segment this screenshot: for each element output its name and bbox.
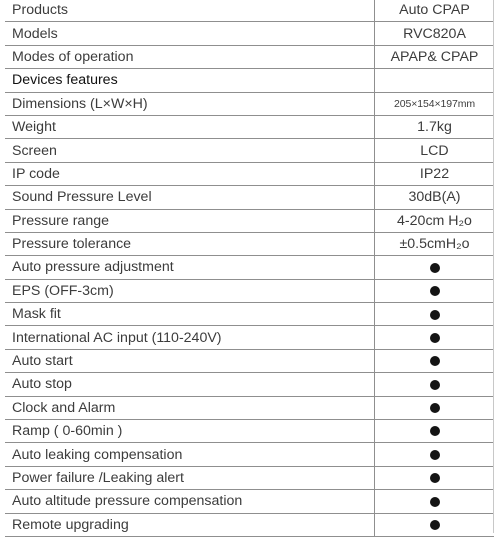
spec-value: ±0.5cmH₂o [375, 232, 494, 255]
spec-row [5, 303, 494, 326]
spec-row [5, 139, 494, 162]
spec-value [375, 490, 494, 513]
spec-value: RVC820A [375, 22, 494, 45]
spec-label: IP code [5, 162, 375, 185]
spec-label: Clock and Alarm [5, 396, 375, 419]
spec-label: Screen [5, 139, 375, 162]
spec-row [5, 0, 494, 22]
spec-table-body [5, 0, 494, 536]
spec-value [375, 373, 494, 396]
spec-value: IP22 [375, 162, 494, 185]
filled-circle-icon [430, 333, 440, 343]
spec-label: Auto start [5, 349, 375, 372]
filled-circle-icon [430, 380, 440, 390]
spec-label: Auto stop [5, 373, 375, 396]
spec-label: Auto altitude pressure compensation [5, 490, 375, 513]
filled-circle-icon [430, 450, 440, 460]
spec-row [5, 443, 494, 466]
filled-circle-icon [430, 403, 440, 413]
spec-row [5, 326, 494, 349]
spec-value [375, 326, 494, 349]
spec-value [375, 466, 494, 489]
spec-row [5, 396, 494, 419]
spec-row [5, 349, 494, 372]
filled-circle-icon [430, 356, 440, 366]
spec-value: 205×154×197mm [375, 92, 494, 115]
spec-label: Sound Pressure Level [5, 186, 375, 209]
filled-circle-icon [430, 473, 440, 483]
spec-row [5, 115, 494, 138]
spec-label: Pressure range [5, 209, 375, 232]
spec-label: Mask fit [5, 303, 375, 326]
spec-label: Auto pressure adjustment [5, 256, 375, 279]
spec-row [5, 22, 494, 45]
spec-label: Power failure /Leaking alert [5, 466, 375, 489]
spec-label: Ramp ( 0-60min ) [5, 420, 375, 443]
spec-row [5, 420, 494, 443]
filled-circle-icon [430, 310, 440, 320]
spec-row [5, 490, 494, 513]
spec-row [5, 466, 494, 489]
section-header-row [5, 69, 494, 92]
spec-row [5, 45, 494, 68]
spec-value: 4-20cm H₂o [375, 209, 494, 232]
filled-circle-icon [430, 426, 440, 436]
filled-circle-icon [430, 520, 440, 530]
spec-value [375, 349, 494, 372]
spec-value [375, 69, 494, 92]
spec-label: Weight [5, 115, 375, 138]
spec-label: Products [5, 0, 375, 22]
spec-value: LCD [375, 139, 494, 162]
spec-value [375, 303, 494, 326]
spec-value [375, 279, 494, 302]
spec-value [375, 443, 494, 466]
spec-label: Devices features [5, 69, 375, 92]
spec-value: Auto CPAP [375, 0, 494, 22]
spec-label: Auto leaking compensation [5, 443, 375, 466]
spec-label: Remote upgrading [5, 513, 375, 536]
spec-value [375, 420, 494, 443]
spec-row [5, 186, 494, 209]
spec-value [375, 396, 494, 419]
spec-label: Models [5, 22, 375, 45]
spec-value [375, 256, 494, 279]
spec-row [5, 209, 494, 232]
spec-value: 1.7kg [375, 115, 494, 138]
spec-label: EPS (OFF-3cm) [5, 279, 375, 302]
spec-row [5, 279, 494, 302]
spec-row [5, 373, 494, 396]
spec-value: APAP& CPAP [375, 45, 494, 68]
spec-table [5, 0, 494, 537]
spec-row [5, 92, 494, 115]
spec-value: 30dB(A) [375, 186, 494, 209]
spec-label: Pressure tolerance [5, 232, 375, 255]
spec-row [5, 232, 494, 255]
spec-label: Modes of operation [5, 45, 375, 68]
spec-row [5, 256, 494, 279]
spec-label: Dimensions (L×W×H) [5, 92, 375, 115]
spec-label: International AC input (110-240V) [5, 326, 375, 349]
filled-circle-icon [430, 263, 440, 273]
filled-circle-icon [430, 497, 440, 507]
filled-circle-icon [430, 286, 440, 296]
spec-row [5, 162, 494, 185]
